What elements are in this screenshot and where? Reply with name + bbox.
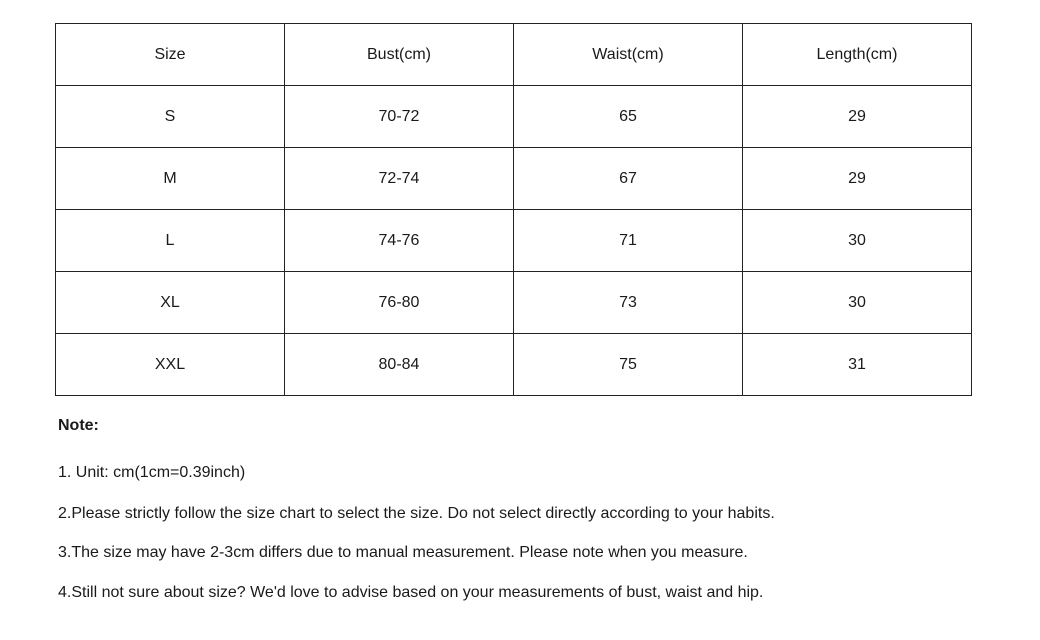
waist-cell: 73 (514, 272, 743, 334)
notes-section (58, 416, 1018, 601)
size-cell: XXL (56, 334, 285, 396)
waist-cell: 67 (514, 148, 743, 210)
length-cell: 31 (743, 334, 972, 396)
bust-cell: 72-74 (285, 148, 514, 210)
length-cell: 29 (743, 148, 972, 210)
note-item-measurement-difference: 3.The size may have 2-3cm differs due to manual measurement. Please note when you measure. (58, 544, 748, 561)
notes-title: Note: (58, 417, 99, 434)
size-cell: M (56, 148, 285, 210)
note-item-follow-chart: 2.Please strictly follow the size chart to select the size. Do not select directly according to your habits. (58, 505, 775, 522)
waist-cell: 75 (514, 334, 743, 396)
table-row (56, 272, 972, 334)
header-cell-length: Length(cm) (743, 24, 972, 86)
table-row (56, 148, 972, 210)
bust-cell: 74-76 (285, 210, 514, 272)
header-cell-size: Size (56, 24, 285, 86)
table-header-row (56, 24, 972, 86)
bust-cell: 76-80 (285, 272, 514, 334)
table-row (56, 334, 972, 396)
length-cell: 30 (743, 272, 972, 334)
size-cell: S (56, 86, 285, 148)
bust-cell: 80-84 (285, 334, 514, 396)
header-cell-waist: Waist(cm) (514, 24, 743, 86)
table-row (56, 86, 972, 148)
waist-cell: 71 (514, 210, 743, 272)
size-cell: L (56, 210, 285, 272)
note-item-advice: 4.Still not sure about size? We'd love to advise based on your measurements of bust, waist and hip. (58, 584, 764, 601)
bust-cell: 70-72 (285, 86, 514, 148)
waist-cell: 65 (514, 86, 743, 148)
size-cell: XL (56, 272, 285, 334)
length-cell: 30 (743, 210, 972, 272)
size-chart-table (55, 23, 972, 396)
header-cell-bust: Bust(cm) (285, 24, 514, 86)
note-item-unit: 1. Unit: cm(1cm=0.39inch) (58, 464, 246, 481)
length-cell: 29 (743, 86, 972, 148)
table-row (56, 210, 972, 272)
